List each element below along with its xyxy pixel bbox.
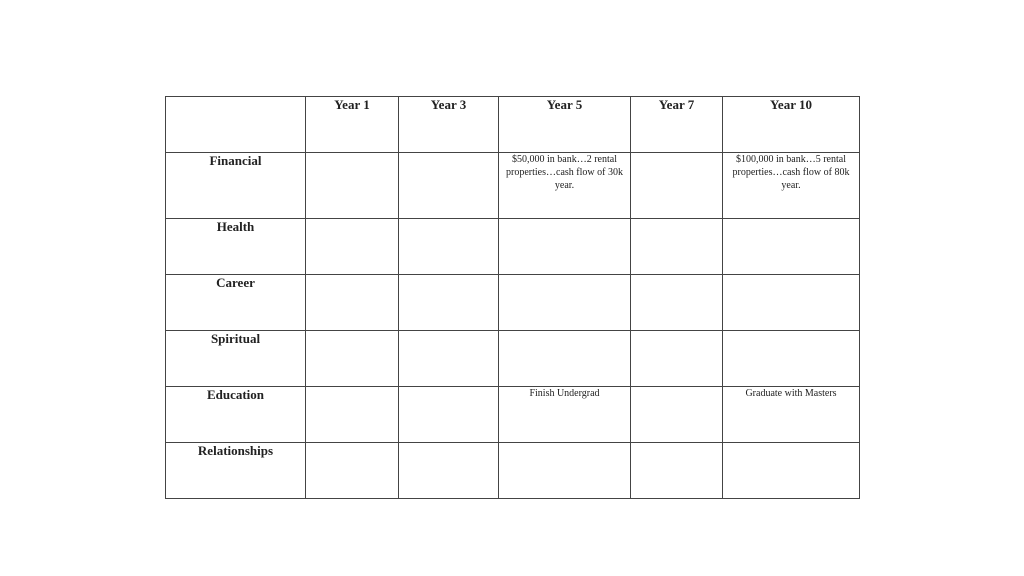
table-header-row [166,97,860,153]
table-cell [306,387,399,443]
table-cell [399,331,499,387]
table-cell [306,443,399,499]
row-header-education: Education [166,387,306,443]
table-cell [631,219,723,275]
table-cell [631,153,723,219]
table-cell [723,443,860,499]
goals-table [165,96,860,499]
table-cell: $50,000 in bank…2 rental properties…cash flow of 30k year. [499,153,631,219]
table-row-health [166,219,860,275]
table-cell [306,331,399,387]
table-cell [399,219,499,275]
table-cell [306,219,399,275]
row-header-relationships: Relationships [166,443,306,499]
table-cell: $100,000 in bank…5 rental properties…cash flow of 80k year. [723,153,860,219]
table-cell [631,275,723,331]
table-row-relationships [166,443,860,499]
column-header-year-10: Year 10 [723,97,860,153]
row-header-financial: Financial [166,153,306,219]
table-row-spiritual [166,331,860,387]
table-cell: Graduate with Masters [723,387,860,443]
corner-cell [166,97,306,153]
table-cell [499,443,631,499]
table-cell [499,219,631,275]
table-row-education [166,387,860,443]
table-cell [306,275,399,331]
table-cell [399,387,499,443]
column-header-year-7: Year 7 [631,97,723,153]
table-cell [723,331,860,387]
row-header-health: Health [166,219,306,275]
column-header-year-5: Year 5 [499,97,631,153]
row-header-spiritual: Spiritual [166,331,306,387]
table-cell [631,443,723,499]
table-cell [631,331,723,387]
table-row-financial [166,153,860,219]
column-header-year-3: Year 3 [399,97,499,153]
table-cell [499,331,631,387]
table-cell [499,275,631,331]
table-cell [306,153,399,219]
column-header-year-1: Year 1 [306,97,399,153]
table-cell: Finish Undergrad [499,387,631,443]
table-cell [399,153,499,219]
table-cell [723,275,860,331]
table-cell [399,443,499,499]
table-cell [399,275,499,331]
table-cell [631,387,723,443]
table-cell [723,219,860,275]
row-header-career: Career [166,275,306,331]
table-row-career [166,275,860,331]
